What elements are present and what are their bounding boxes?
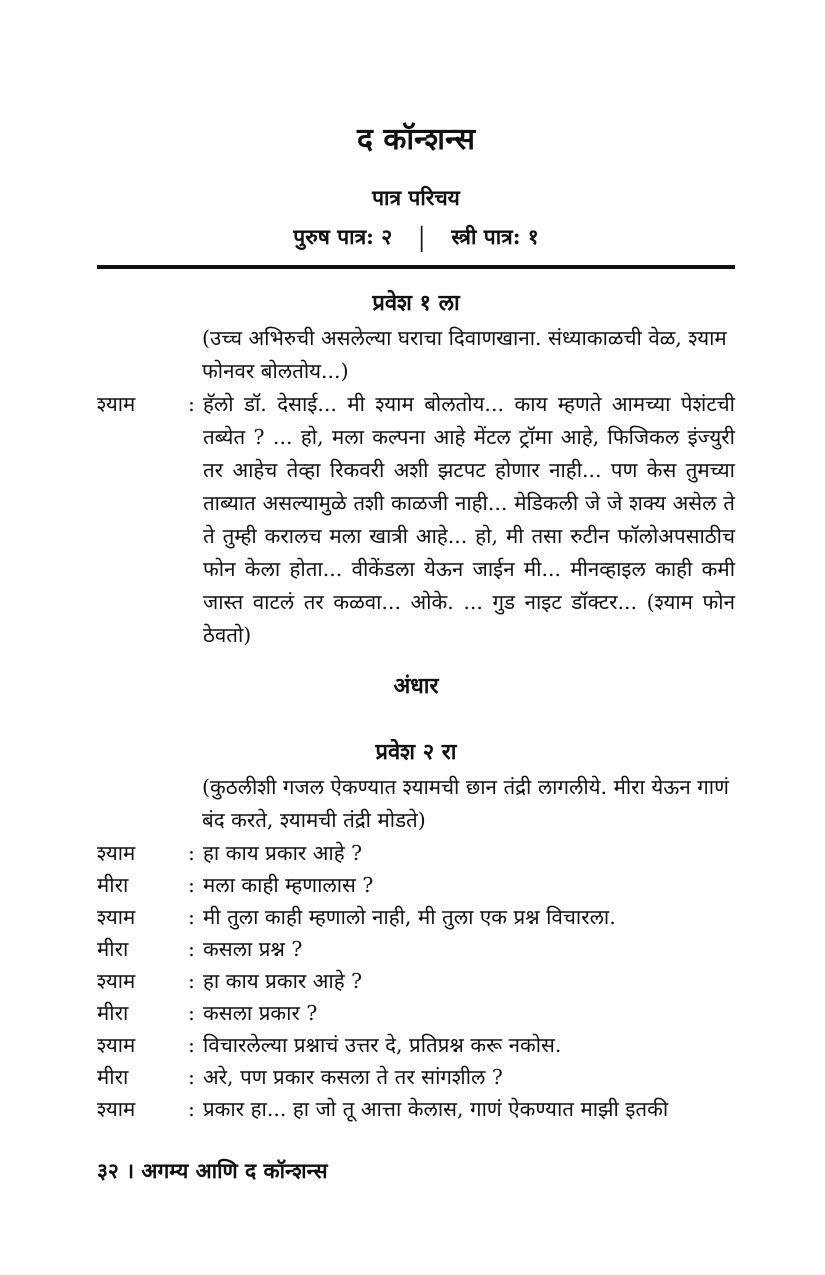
dialogue-row bbox=[97, 965, 735, 997]
dialogue-colon: : bbox=[188, 937, 195, 961]
dialogue-colon: : bbox=[188, 1065, 195, 1089]
blackout-heading: अंधार bbox=[393, 673, 439, 699]
dialogue-row bbox=[97, 1061, 735, 1093]
scene-2-heading: प्रवेश २ रा bbox=[375, 739, 457, 765]
divider-rule bbox=[97, 265, 735, 269]
dialogue-text: मी तुला काही म्हणालो नाही, मी तुला एक प्रश्न विचारला. bbox=[203, 905, 616, 929]
dialogue-row bbox=[97, 933, 735, 965]
dialogue-text: विचारलेल्या प्रश्नाचं उत्तर दे, प्रतिप्रश्न करू नकोस. bbox=[203, 1033, 562, 1057]
cast-line bbox=[97, 223, 735, 251]
cast-male-count: पुरुष पात्र: २ bbox=[293, 224, 393, 249]
scene-1-heading: प्रवेश १ ला bbox=[372, 290, 460, 316]
dialogue-row bbox=[97, 1093, 735, 1125]
dialogue-colon: : bbox=[188, 1001, 195, 1025]
dialogue-row bbox=[97, 997, 735, 1029]
dialogue-colon: : bbox=[188, 873, 195, 897]
scene-1 bbox=[97, 287, 735, 703]
dialogue-text: हॅलो डॉ. देसाई... मी श्याम बोलतोय... काय म्हणते आमच्या पेशंटची तब्येत ? ... हो, मला कल्पना आहे मेंटल ट्रॉमा आहे, फिजिकल इंज्युरी तर आहेच तेव्हा रिकवरी अशी झटपट होणार नाही... पण केस तुमच्या ताब्यात असल्यामुळे तशी काळजी नाही... मेडिकली जे जे शक्य असेल ते ते तुम्ही करालच मला खात्री आहे... हो, मी तसा रुटीन फॉलोअपसाठीच फोन केला होता... वीकेंडला येऊन जाईन मी... मीनव्हाइल काही कमी जास्त वाटलं तर कळवा... ओके. ... गुड नाइट डॉक्टर... (श्याम फोन ठेवतो) bbox=[203, 392, 735, 647]
dialogue-colon: : bbox=[188, 969, 195, 993]
dialogue-colon: : bbox=[188, 841, 195, 865]
dialogue-row bbox=[97, 869, 735, 901]
page-footer: ३२ । अगम्य आणि द कॉन्शन्स bbox=[97, 1158, 328, 1183]
page-title: द कॉन्शन्स bbox=[356, 122, 476, 157]
speaker-name: श्याम bbox=[97, 905, 136, 929]
dialogue-text: कसला प्रश्न ? bbox=[203, 937, 303, 961]
speaker-name: मीरा bbox=[97, 937, 129, 961]
speaker-name: मीरा bbox=[97, 873, 129, 897]
dialogue-text: हा काय प्रकार आहे ? bbox=[203, 841, 363, 865]
dialogue-colon: : bbox=[188, 392, 195, 416]
speaker-name: मीरा bbox=[97, 1065, 129, 1089]
speaker-name: श्याम bbox=[97, 969, 136, 993]
scene-2 bbox=[97, 736, 735, 1125]
dialogue-row bbox=[97, 837, 735, 869]
dialogue-colon: : bbox=[188, 1097, 195, 1121]
dialogue-row bbox=[97, 388, 735, 652]
dialogue-text: कसला प्रकार ? bbox=[203, 1001, 318, 1025]
cast-separator: | bbox=[418, 222, 426, 252]
speaker-name: श्याम bbox=[97, 841, 136, 865]
speaker-name: श्याम bbox=[97, 392, 136, 416]
speaker-name: मीरा bbox=[97, 1001, 129, 1025]
dialogue-colon: : bbox=[188, 1033, 195, 1057]
dialogue-colon: : bbox=[188, 905, 195, 929]
speaker-name: श्याम bbox=[97, 1097, 136, 1121]
scene-1-stage-direction: (उच्च अभिरुची असलेल्या घराचा दिवाणखाना. संध्याकाळची वेळ, श्याम फोनवर बोलतोय...) bbox=[202, 326, 727, 383]
scene-2-stage-direction: (कुठलीशी गजल ऐकण्यात श्यामची छान तंद्री लागलीये. मीरा येऊन गाणं बंद करते, श्यामची तंद्री मोडते) bbox=[202, 775, 729, 832]
dialogue-text: हा काय प्रकार आहे ? bbox=[203, 969, 363, 993]
cast-heading: पात्र परिचय bbox=[372, 185, 460, 210]
dialogue-text: मला काही म्हणालास ? bbox=[203, 873, 374, 897]
dialogue-text: अरे, पण प्रकार कसला ते तर सांगशील ? bbox=[203, 1065, 503, 1089]
dialogue-text: प्रकार हा... हा जो तू आत्ता केलास, गाणं ऐकण्यात माझी इतकी bbox=[203, 1097, 669, 1121]
dialogue-row bbox=[97, 901, 735, 933]
cast-female-count: स्त्री पात्र: १ bbox=[451, 224, 539, 249]
speaker-name: श्याम bbox=[97, 1033, 136, 1057]
dialogue-row bbox=[97, 1029, 735, 1061]
